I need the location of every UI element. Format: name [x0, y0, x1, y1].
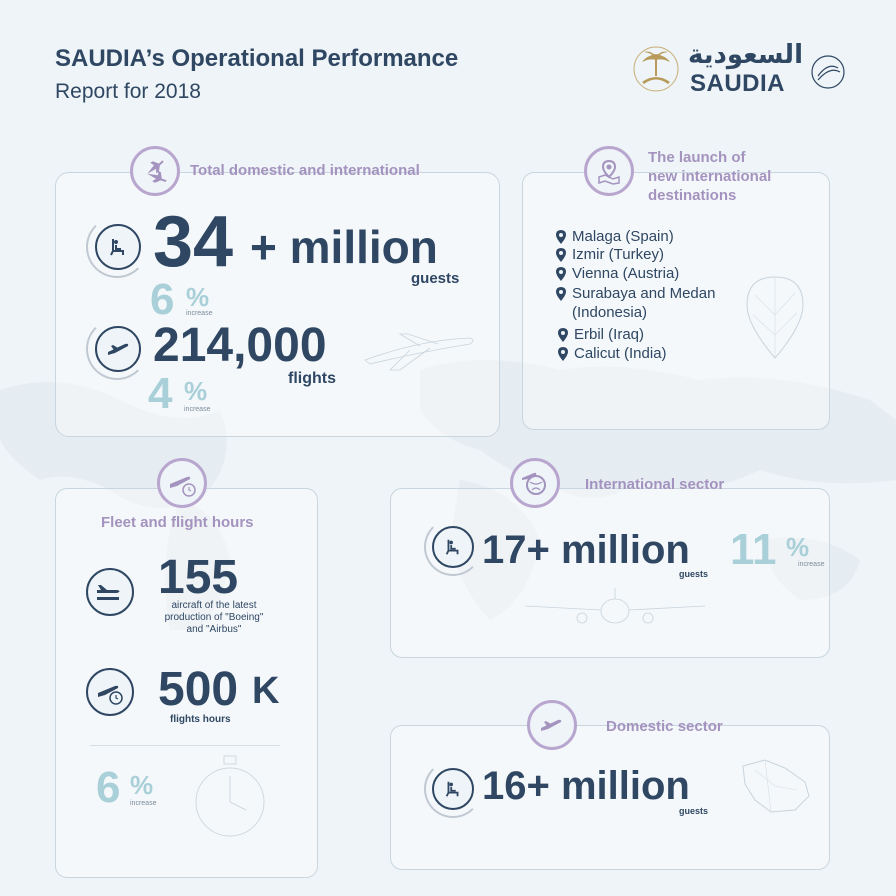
logo-arabic-text: السعودية	[688, 40, 803, 70]
pin-icon	[558, 328, 568, 342]
seat-icon-ring	[432, 768, 474, 810]
fleet-increase: increase	[130, 800, 157, 807]
plane-arrivals-tag	[130, 146, 180, 196]
total-guests-pct: 6	[150, 275, 175, 324]
domestic-unit: guests	[679, 806, 709, 816]
plane-tag	[527, 700, 577, 750]
total-flights-increase: increase	[184, 406, 211, 413]
planes-fleet-icon	[95, 580, 125, 604]
total-guests-value: 34	[153, 202, 234, 282]
destinations-title-line3: destinations	[648, 187, 737, 204]
skyteam-icon	[810, 54, 846, 90]
destination-item: Izmir (Turkey)	[556, 246, 664, 263]
international-unit: guests	[679, 569, 709, 579]
total-panel	[55, 172, 500, 437]
pin-icon	[558, 347, 568, 361]
international-increase: increase	[798, 561, 825, 568]
seat-icon	[443, 779, 463, 799]
divider	[90, 745, 280, 746]
saudia-logo	[632, 40, 852, 100]
international-pct-sign: %	[786, 532, 810, 562]
total-flights-value: 214,000	[153, 319, 327, 372]
plane-takeoff-icon	[538, 711, 566, 739]
destination-item: Malaga (Spain)	[556, 228, 674, 245]
fleet-label: Fleet and flight hours	[101, 514, 254, 531]
map-pin-tag	[584, 146, 634, 196]
domestic-value: 16+ million	[482, 764, 690, 808]
pin-icon	[556, 230, 566, 244]
total-guests-increase: increase	[186, 310, 213, 317]
plane-clock-icon	[167, 468, 197, 498]
plane-up-down-icon	[141, 157, 169, 185]
globe-plane-icon	[520, 468, 550, 498]
fleet-pct: 6	[96, 763, 121, 812]
fleet-aircraft-value: 155	[158, 551, 239, 604]
page-subtitle: Report for 2018	[55, 80, 201, 103]
globe-plane-tag	[510, 458, 560, 508]
total-flights-pct: 4	[148, 369, 173, 418]
total-guests-unit: guests	[411, 270, 460, 287]
fleet-hours-unit: flights hours	[170, 714, 231, 725]
destinations-title-line2: new international	[648, 168, 772, 185]
destinations-title	[648, 148, 771, 205]
pin-wireframe-icon	[745, 275, 805, 360]
plane-takeoff-icon	[105, 336, 131, 362]
seat-icon	[107, 236, 129, 258]
logo-latin-text: SAUDIA	[690, 70, 786, 97]
total-guests-pct-sign: %	[186, 282, 210, 312]
international-value: 17+ million	[482, 528, 690, 572]
plane-front-wireframe-icon	[520, 586, 710, 636]
stopwatch-wireframe-icon	[190, 752, 270, 842]
palm-swords-emblem-icon	[632, 44, 680, 94]
fleet-hours-k: K	[252, 670, 280, 712]
plane-clock-icon	[95, 677, 125, 707]
flight-hours-icon-ring	[86, 668, 134, 716]
fleet-pct-sign: %	[130, 770, 154, 800]
plane-clock-tag	[157, 458, 207, 508]
fleet-aircraft-desc: aircraft of the latest production of "Boeing" and "Airbus"	[164, 600, 264, 635]
total-flights-pct-sign: %	[184, 376, 208, 406]
destinations-title-line1: The launch of	[648, 149, 746, 166]
total-guests-million: + million	[250, 221, 438, 273]
destination-item: Vienna (Austria)	[556, 265, 679, 282]
pin-icon	[556, 267, 566, 281]
destination-item: Surabaya and Medan	[556, 285, 715, 302]
destination-item: Erbil (Iraq)	[558, 326, 644, 343]
fleet-hours-value: 500	[158, 663, 239, 716]
destination-item: Calicut (India)	[558, 345, 667, 362]
map-location-icon	[595, 157, 623, 185]
domestic-label: Domestic sector	[606, 718, 723, 735]
total-flights-unit: flights	[288, 370, 336, 387]
page-title: SAUDIA’s Operational Performance	[55, 45, 459, 72]
seat-icon-ring	[432, 526, 474, 568]
pin-icon	[556, 287, 566, 301]
destination-item-continued: (Indonesia)	[572, 304, 648, 321]
total-label: Total domestic and international	[190, 162, 420, 179]
fleet-icon-ring	[86, 568, 134, 616]
seat-icon	[443, 537, 463, 557]
saudi-map-wireframe-icon	[735, 756, 813, 816]
plane-icon-ring	[95, 326, 141, 372]
plane-wireframe-icon	[360, 330, 480, 375]
seat-icon-ring	[95, 224, 141, 270]
pin-icon	[556, 248, 566, 262]
international-label: International sector	[585, 476, 725, 493]
international-pct: 11	[730, 525, 777, 574]
